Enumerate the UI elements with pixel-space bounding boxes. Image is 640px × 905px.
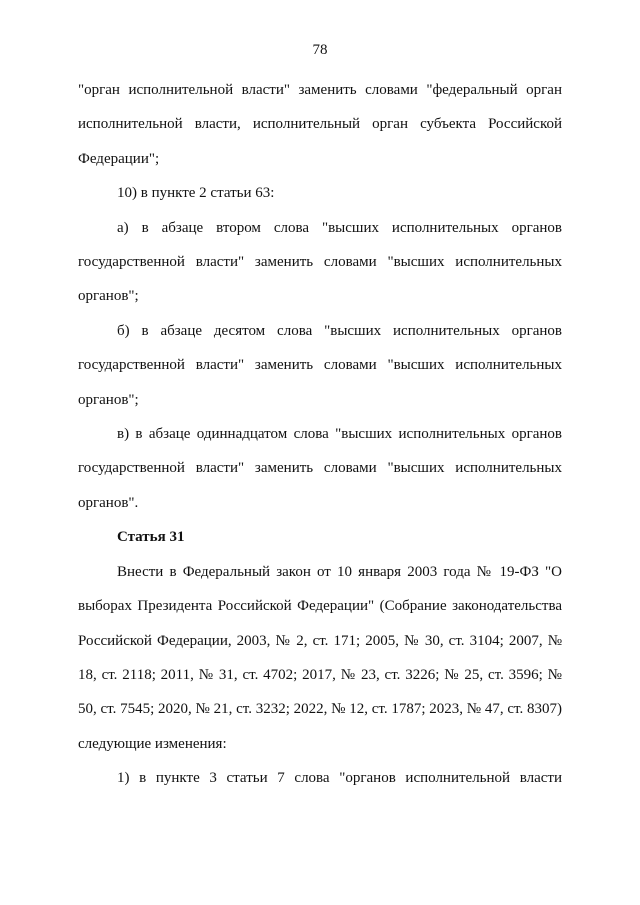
article-heading: Статья 31 bbox=[117, 529, 185, 546]
page-number: 78 bbox=[312, 42, 328, 58]
paragraph: "орган исполнительной власти" заменить словами "федеральный орган исполнительной власти, исполнительный орган субъекта Российской Федерации"; bbox=[78, 82, 562, 167]
paragraph: в) в абзаце одиннадцатом слова "высших исполнительных органов государственной власти" заменить словами "высших исполнительных органов". bbox=[78, 426, 562, 511]
paragraph: 10) в пункте 2 статьи 63: bbox=[117, 185, 275, 202]
paragraph: б) в абзаце десятом слова "высших исполнительных органов государственной власти" заменить словами "высших исполнительных органов"; bbox=[78, 322, 562, 408]
paragraph: Внести в Федеральный закон от 10 января 2003 года № 19-ФЗ "О выборах Президента Российской Федерации" (Собрание законодательства Российской Федерации, 2003, № 2, ст. 171; 2005, № 30, ст. 3104; 2007, № 18, ст. 2118; 2011, № 31, ст. 4702; 2017, № 23, ст. 3226; № 25, ст. 3596; № 50, ст. 7545; 2020, № 21, ст. 3232; 2022, № 12, ст. 1787; 2023, № 47, ст. 8307) следующие изменения: bbox=[78, 563, 562, 752]
paragraph: а) в абзаце втором слова "высших исполнительных органов государственной власти" заменить словами "высших исполнительных органов"; bbox=[78, 219, 562, 305]
paragraph-continued: 1) в пункте 3 статьи 7 слова "органов исполнительной власти bbox=[117, 770, 562, 787]
document-body bbox=[78, 73, 562, 796]
